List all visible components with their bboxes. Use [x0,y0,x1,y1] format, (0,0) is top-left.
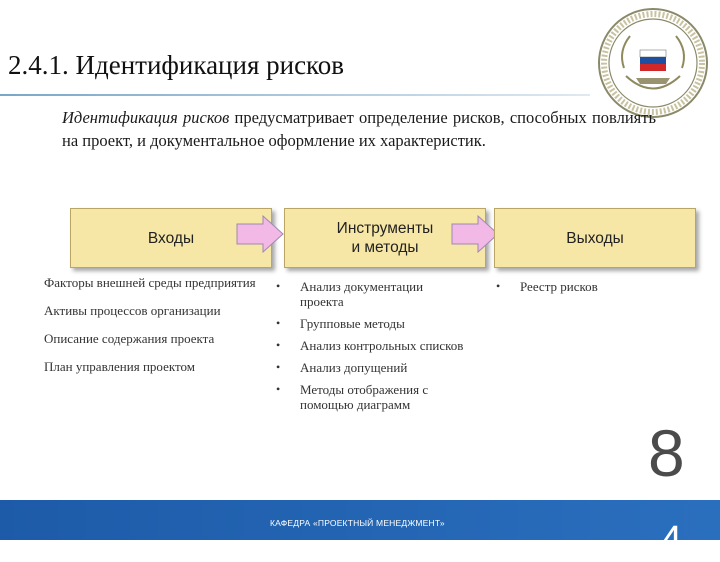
list-item: • Анализ документации проекта [276,279,466,309]
inputs-list [44,275,259,387]
intro-term: Идентификация рисков [62,108,230,127]
intro-text: предусматривает определение рисков, способных повлиять на проект, и документальное оформление их характеристик. [62,108,656,150]
inputs-label: Входы [147,229,195,247]
footer-text: КАФЕДРА «ПРОЕКТНЫЙ МЕНЕДЖМЕНТ» [270,518,445,528]
outputs-box [494,208,696,268]
title-divider [0,94,590,96]
tools-label-line2: и методы [351,239,419,256]
list-item: • Методы отображения с помощью диаграмм [276,382,466,412]
list-item: Факторы внешней среды предприятия [44,275,256,290]
list-item: • Анализ допущений [276,360,466,375]
list-item: Описание содержания проекта [44,331,215,346]
list-item: Активы процессов организации [44,303,221,318]
outputs-label: Выходы [566,229,624,247]
tools-list [276,279,466,419]
list-item: • Групповые методы [276,316,466,331]
right-arrow-icon [450,214,500,254]
footer-digit: 4 [660,518,683,562]
slide-title: 2.4.1. Идентификация рисков [8,50,345,80]
right-arrow-icon [235,214,285,254]
list-item: • Реестр рисков [496,279,666,294]
intro-paragraph [62,106,656,152]
tools-label-line1: Инструменты [336,220,434,237]
list-item: • Анализ контрольных списков [276,338,466,353]
outputs-list [496,279,666,301]
list-item: План управления проектом [44,359,195,374]
university-seal-icon [596,6,710,120]
page-number: 8 [648,416,685,490]
